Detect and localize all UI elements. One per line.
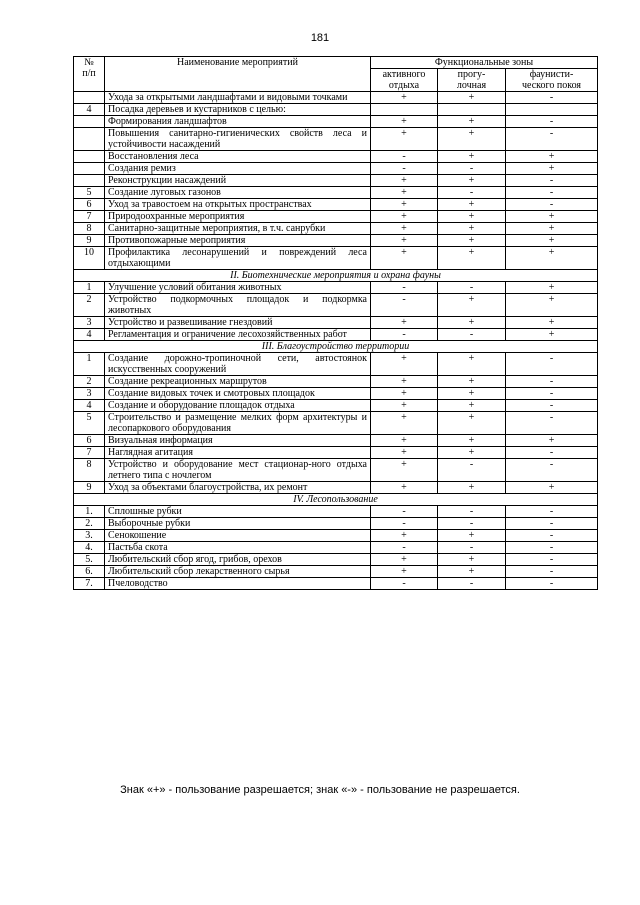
zone-fauna-mark: -	[506, 554, 598, 566]
header-zone-fauna: фаунисти- ческого покоя	[506, 69, 598, 92]
zone-active-mark: -	[371, 506, 438, 518]
zone-fauna-mark: +	[506, 211, 598, 223]
row-name: Формирования ландшафтов	[105, 116, 371, 128]
zone-walk-mark: +	[438, 554, 506, 566]
row-number: 6	[74, 435, 105, 447]
row-number	[74, 163, 105, 175]
zone-walk-mark: +	[438, 353, 506, 376]
row-name: Природоохранные мероприятия	[105, 211, 371, 223]
table-body	[74, 92, 598, 590]
row-name: Санитарно-защитные мероприятия, в т.ч. санрубки	[105, 223, 371, 235]
zone-active-mark: +	[371, 317, 438, 329]
row-number: 2	[74, 294, 105, 317]
table-row	[74, 294, 598, 317]
zone-active-mark: -	[371, 578, 438, 590]
row-number	[74, 92, 105, 104]
row-number	[74, 175, 105, 187]
zone-walk-mark: -	[438, 187, 506, 199]
row-name: Пастьба скота	[105, 542, 371, 554]
zone-active-mark: +	[371, 116, 438, 128]
table-row	[74, 530, 598, 542]
zone-fauna-mark: -	[506, 376, 598, 388]
zone-walk-mark: +	[438, 482, 506, 494]
zone-active-mark: +	[371, 128, 438, 151]
table-row	[74, 388, 598, 400]
row-name: Восстановления леса	[105, 151, 371, 163]
zone-walk-mark: +	[438, 235, 506, 247]
zone-walk-mark: +	[438, 211, 506, 223]
row-name: Пчеловодство	[105, 578, 371, 590]
zone-fauna-mark: +	[506, 317, 598, 329]
zone-fauna-mark: +	[506, 223, 598, 235]
row-number: 4	[74, 104, 105, 116]
row-name: Улучшение условий обитания животных	[105, 282, 371, 294]
table-row	[74, 163, 598, 175]
zone-active-mark: +	[371, 435, 438, 447]
table-row	[74, 199, 598, 211]
row-number	[74, 116, 105, 128]
row-number: 2.	[74, 518, 105, 530]
row-name: Наглядная агитация	[105, 447, 371, 459]
row-number: 4	[74, 329, 105, 341]
zone-active-mark: +	[371, 554, 438, 566]
zone-fauna-mark: +	[506, 247, 598, 270]
zones-table	[73, 56, 598, 590]
table-row	[74, 459, 598, 482]
zone-fauna-mark: +	[506, 435, 598, 447]
zone-fauna-mark: +	[506, 329, 598, 341]
table-row	[74, 187, 598, 199]
row-name: Устройство и развешивание гнездовий	[105, 317, 371, 329]
zone-active-mark: +	[371, 447, 438, 459]
row-number: 4.	[74, 542, 105, 554]
row-name: Создание дорожно-тропиночной сети, автостоянок искусственных сооружений	[105, 353, 371, 376]
row-name: Сплошные рубки	[105, 506, 371, 518]
zone-walk-mark: -	[438, 506, 506, 518]
zone-fauna-mark: +	[506, 482, 598, 494]
zone-fauna-mark: -	[506, 128, 598, 151]
row-number: 7	[74, 447, 105, 459]
table-row	[74, 566, 598, 578]
row-number: 1	[74, 353, 105, 376]
row-name: Любительский сбор ягод, грибов, орехов	[105, 554, 371, 566]
table-row	[74, 151, 598, 163]
zone-fauna-mark: -	[506, 199, 598, 211]
row-name: Создание видовых точек и смотровых площадок	[105, 388, 371, 400]
footnote: Знак «+» - пользование разрешается; знак «-» - пользование не разрешается.	[120, 784, 520, 796]
row-name: Любительский сбор лекарственного сырья	[105, 566, 371, 578]
zone-walk-mark: +	[438, 223, 506, 235]
zone-fauna-mark: +	[506, 235, 598, 247]
zone-walk-mark: +	[438, 92, 506, 104]
row-name: Создание рекреационных маршрутов	[105, 376, 371, 388]
zone-active-mark: -	[371, 151, 438, 163]
row-number: 3.	[74, 530, 105, 542]
table-row	[74, 116, 598, 128]
header-zone-active: активного отдыха	[371, 69, 438, 92]
zone-walk-mark: -	[438, 282, 506, 294]
row-number: 6.	[74, 566, 105, 578]
zone-active-mark: +	[371, 376, 438, 388]
zone-active-mark: +	[371, 566, 438, 578]
table-row	[74, 542, 598, 554]
zone-fauna-mark: -	[506, 566, 598, 578]
zone-active-mark: -	[371, 294, 438, 317]
zone-fauna-mark: -	[506, 542, 598, 554]
zone-active-mark: -	[371, 542, 438, 554]
row-name: Посадка деревьев и кустарников с целью:	[105, 104, 371, 116]
table-row	[74, 412, 598, 435]
section-row	[74, 341, 598, 353]
row-name: Профилактика лесонарушений и повреждений леса отдыхающими	[105, 247, 371, 270]
table-row	[74, 353, 598, 376]
zone-walk-mark: +	[438, 412, 506, 435]
zone-active-mark: -	[371, 282, 438, 294]
row-name: Уход за травостоем на открытых пространствах	[105, 199, 371, 211]
table-row	[74, 104, 598, 116]
table-row	[74, 92, 598, 104]
zone-fauna-mark: -	[506, 447, 598, 459]
zone-fauna-mark: -	[506, 353, 598, 376]
table-row	[74, 235, 598, 247]
table-row	[74, 175, 598, 187]
zone-active-mark: -	[371, 518, 438, 530]
zone-fauna-mark: -	[506, 530, 598, 542]
zone-active-mark: +	[371, 92, 438, 104]
table-row	[74, 578, 598, 590]
row-number: 5.	[74, 554, 105, 566]
zone-active-mark: -	[371, 163, 438, 175]
table-row	[74, 518, 598, 530]
row-number: 1.	[74, 506, 105, 518]
zone-fauna-mark: +	[506, 151, 598, 163]
zone-active-mark: +	[371, 247, 438, 270]
zone-fauna-mark: -	[506, 506, 598, 518]
table-row	[74, 482, 598, 494]
zone-walk-mark: +	[438, 116, 506, 128]
row-number: 5	[74, 412, 105, 435]
zone-walk-mark: +	[438, 317, 506, 329]
row-number: 10	[74, 247, 105, 270]
zone-active-mark: +	[371, 388, 438, 400]
row-name: Противопожарные мероприятия	[105, 235, 371, 247]
table-row	[74, 317, 598, 329]
zone-walk-mark: -	[438, 518, 506, 530]
row-name: Выборочные рубки	[105, 518, 371, 530]
row-number: 9	[74, 235, 105, 247]
row-number: 2	[74, 376, 105, 388]
zone-walk-mark: +	[438, 376, 506, 388]
zone-walk-mark: -	[438, 459, 506, 482]
zone-walk-mark	[438, 104, 506, 116]
row-number: 7.	[74, 578, 105, 590]
table-row	[74, 128, 598, 151]
row-name: Создания ремиз	[105, 163, 371, 175]
table-row	[74, 211, 598, 223]
row-name: Создание луговых газонов	[105, 187, 371, 199]
zone-walk-mark: -	[438, 542, 506, 554]
row-number: 7	[74, 211, 105, 223]
zone-active-mark: +	[371, 412, 438, 435]
zone-fauna-mark: +	[506, 294, 598, 317]
row-name: Устройство и оборудование мест стационар-ного отдыха летнего типа с ночлегом	[105, 459, 371, 482]
zone-active-mark: +	[371, 175, 438, 187]
zone-walk-mark: +	[438, 435, 506, 447]
section-title: II. Биотехнические мероприятия и охрана фауны	[74, 270, 598, 282]
zone-fauna-mark: -	[506, 412, 598, 435]
zone-active-mark: +	[371, 223, 438, 235]
row-name: Уход за объектами благоустройства, их ремонт	[105, 482, 371, 494]
page-number: 181	[310, 32, 330, 44]
zone-fauna-mark: -	[506, 518, 598, 530]
table-row	[74, 329, 598, 341]
zone-active-mark: +	[371, 400, 438, 412]
row-name: Сенокошение	[105, 530, 371, 542]
zone-walk-mark: +	[438, 151, 506, 163]
table-row	[74, 506, 598, 518]
zone-fauna-mark: -	[506, 175, 598, 187]
zone-walk-mark: +	[438, 388, 506, 400]
row-name: Повышения санитарно-гигиенических свойств леса и устойчивости насаждений	[105, 128, 371, 151]
zone-walk-mark: +	[438, 199, 506, 211]
row-number: 8	[74, 459, 105, 482]
zone-fauna-mark: -	[506, 400, 598, 412]
row-number: 9	[74, 482, 105, 494]
zone-fauna-mark: -	[506, 116, 598, 128]
zone-active-mark: +	[371, 482, 438, 494]
row-name: Создание и оборудование площадок отдыха	[105, 400, 371, 412]
table-row	[74, 435, 598, 447]
row-name: Строительство и размещение мелких форм архитектуры и лесопаркового оборудования	[105, 412, 371, 435]
zone-active-mark: +	[371, 530, 438, 542]
row-number: 5	[74, 187, 105, 199]
table-row	[74, 247, 598, 270]
zone-walk-mark: +	[438, 566, 506, 578]
row-number: 3	[74, 317, 105, 329]
zone-fauna-mark: -	[506, 578, 598, 590]
row-number	[74, 128, 105, 151]
row-name: Ухода за открытыми ландшафтами и видовыми точками	[105, 92, 371, 104]
row-name: Устройство подкормочных площадок и подкормка животных	[105, 294, 371, 317]
zone-active-mark: +	[371, 199, 438, 211]
row-name: Визуальная информация	[105, 435, 371, 447]
zone-walk-mark: +	[438, 530, 506, 542]
row-name: Регламентация и ограничение лесохозяйственных работ	[105, 329, 371, 341]
table-row	[74, 554, 598, 566]
zone-fauna-mark: +	[506, 282, 598, 294]
section-row	[74, 270, 598, 282]
zone-active-mark: +	[371, 353, 438, 376]
row-number: 8	[74, 223, 105, 235]
row-number: 1	[74, 282, 105, 294]
row-number	[74, 151, 105, 163]
row-name: Реконструкции насаждений	[105, 175, 371, 187]
row-number: 3	[74, 388, 105, 400]
zone-active-mark: +	[371, 459, 438, 482]
zone-walk-mark: +	[438, 175, 506, 187]
section-title: IV. Лесопользование	[74, 494, 598, 506]
zone-walk-mark: -	[438, 163, 506, 175]
zone-walk-mark: +	[438, 400, 506, 412]
zone-fauna-mark: -	[506, 388, 598, 400]
zone-fauna-mark	[506, 104, 598, 116]
zone-active-mark	[371, 104, 438, 116]
zone-fauna-mark: +	[506, 163, 598, 175]
zone-walk-mark: +	[438, 294, 506, 317]
zone-fauna-mark: -	[506, 92, 598, 104]
table-row	[74, 400, 598, 412]
zone-fauna-mark: -	[506, 187, 598, 199]
zone-fauna-mark: -	[506, 459, 598, 482]
table-row	[74, 223, 598, 235]
zone-walk-mark: +	[438, 128, 506, 151]
table-row	[74, 282, 598, 294]
section-row	[74, 494, 598, 506]
table-row	[74, 447, 598, 459]
zone-active-mark: +	[371, 211, 438, 223]
zone-active-mark: -	[371, 329, 438, 341]
header-zones: Функциональные зоны	[371, 57, 598, 69]
zone-active-mark: +	[371, 235, 438, 247]
header-name: Наименование мероприятий	[105, 57, 371, 92]
header-zone-walk: прогу- лочная	[438, 69, 506, 92]
zone-walk-mark: +	[438, 447, 506, 459]
table-row	[74, 376, 598, 388]
row-number: 4	[74, 400, 105, 412]
row-number: 6	[74, 199, 105, 211]
section-title: III. Благоустройство территории	[74, 341, 598, 353]
zone-walk-mark: -	[438, 329, 506, 341]
zone-walk-mark: -	[438, 578, 506, 590]
header-num: № п/п	[74, 57, 105, 92]
zone-walk-mark: +	[438, 247, 506, 270]
zone-active-mark: +	[371, 187, 438, 199]
